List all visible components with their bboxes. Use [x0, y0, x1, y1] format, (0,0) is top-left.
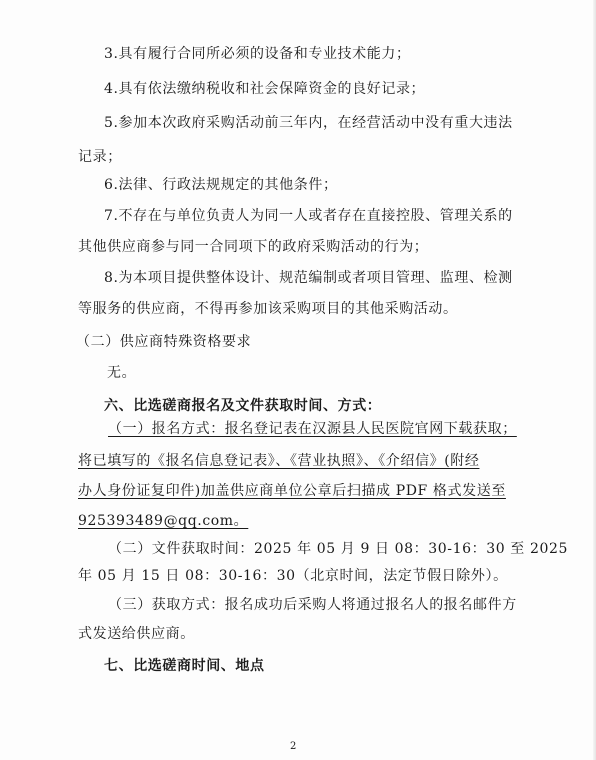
item-7-text: 7.不存在与单位负责人为同一人或者存在直接控股、管理关系的 [104, 208, 513, 224]
registration-method-text: （一）报名方式：报名登记表在汉源县人民医院官网下载获取； [108, 421, 517, 437]
item-5-text: 5.参加本次政府采购活动前三年内，在经营活动中没有重大违法 [104, 115, 513, 131]
registration-method-continued-1: 将已填写的《报名信息登记表》、《营业执照》、《介绍信》(附经 [78, 453, 480, 469]
registration-email: 925393489@qq.com。 [78, 513, 249, 529]
special-qualifications-value: 无。 [107, 365, 137, 381]
acquisition-method-continued: 式发送给供应商。 [78, 626, 195, 642]
section-heading-special-qualifications: （二）供应商特殊资格要求 [76, 334, 252, 350]
acquisition-method-text: （三）获取方式：报名成功后采购人将通过报名人的报名邮件方 [108, 597, 517, 613]
item-6-text: 6.法律、行政法规规定的其他条件； [104, 177, 338, 193]
item-3-text: 3.具有履行合同所必须的设备和专业技术能力； [104, 46, 411, 62]
item-7-text-continued: 其他供应商参与同一合同项下的政府采购活动的行为； [78, 239, 429, 255]
item-8-text-continued: 等服务的供应商，不得再参加该采购项目的其他采购活动。 [78, 301, 458, 317]
item-5-text-continued: 记录； [78, 149, 122, 165]
section-heading-seven: 七、比选磋商时间、地点 [104, 658, 265, 674]
document-acquisition-time-continued: 年 05 月 15 日 08：30-16：30（北京时间，法定节假日除外）。 [78, 568, 508, 584]
item-4-text: 4.具有依法缴纳税收和社会保障资金的良好记录； [104, 81, 426, 97]
document-acquisition-time: （二）文件获取时间：2025 年 05 月 9 日 08：30-16：30 至 2025 [108, 541, 568, 557]
registration-method-continued-2: 办人身份证复印件)加盖供应商单位公章后扫描成 PDF 格式发送至 [78, 483, 506, 499]
section-heading-six: 六、比选磋商报名及文件获取时间、方式： [104, 398, 382, 414]
page-number: 2 [290, 741, 297, 752]
item-8-text: 8.为本项目提供整体设计、规范编制或者项目管理、监理、检测 [104, 270, 513, 286]
